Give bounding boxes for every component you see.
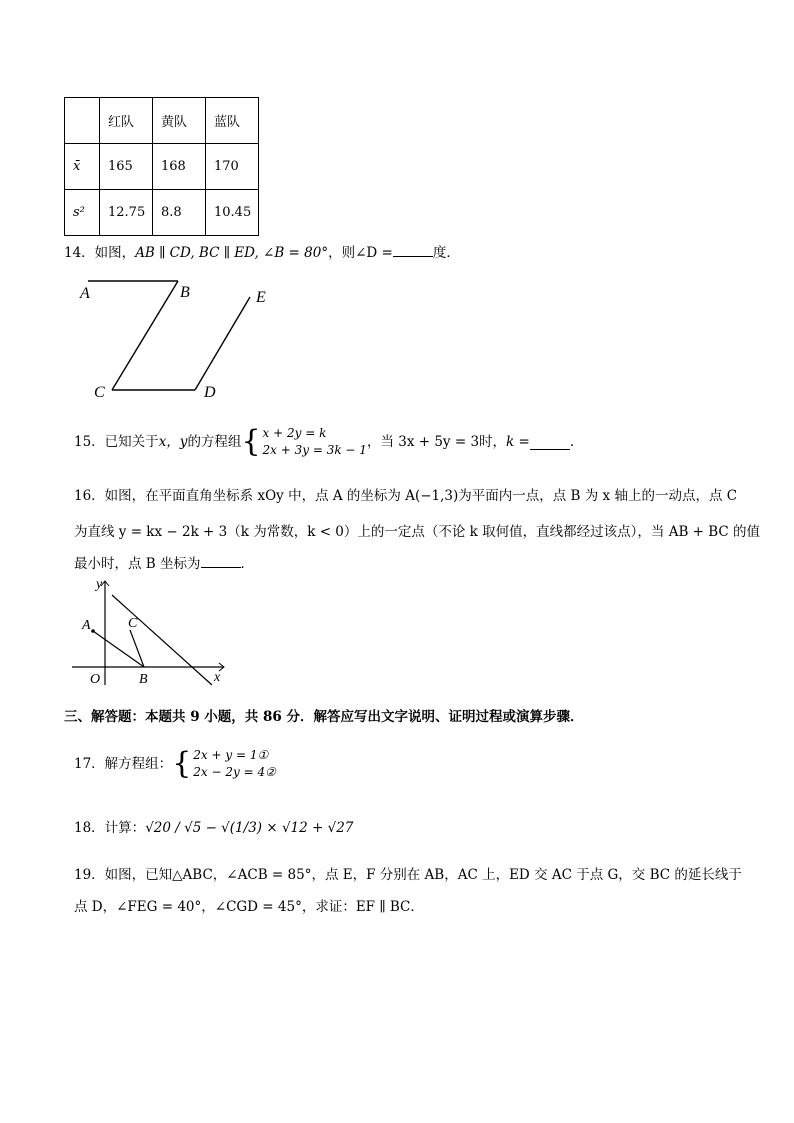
q14-number: 14．如图， [64,245,136,261]
q15-eq1: x + 2y = k [262,426,327,440]
brace-icon: { [172,746,192,781]
q15-vars: x，y [158,434,188,450]
q16-figure [72,575,232,690]
segment-ab [93,631,144,667]
q14-unit: 度． [432,245,460,261]
table-header-row [65,98,259,144]
label-x: x [214,670,221,685]
table-cell: 168 [153,144,206,190]
q15-prefix: 15．已知关于 [74,434,159,450]
q15-system [241,425,367,459]
label-d: D [204,384,216,401]
q14-condition: AB ∥ CD, BC ∥ ED, ∠B = 80° [135,245,329,261]
q19-line-1: 19．如图，已知△ABC，∠ACB = 85°，点 E，F 分别在 AB，AC 上，ED 交 AC 于点 G，交 BC 的延长线于 [74,867,742,883]
table-cell: 170 [206,144,259,190]
section-3-heading: 三、解答题：本题共 9 小题，共 86 分．解答应写出文字说明、证明过程或演算步骤． [64,709,584,725]
q14-figure [70,275,280,405]
question-15 [74,424,583,460]
table-row [65,144,259,190]
q16-line-3 [74,553,254,574]
table-header-cell: 红队 [100,98,153,144]
q17-eq2: 2x − 2y = 4② [193,765,276,779]
q15-mid: 的方程组 [187,434,242,450]
label-a: A [80,285,90,302]
label-c: C [128,616,138,631]
label-b: B [180,284,190,301]
segment-de [195,297,250,390]
label-a: A [82,618,91,633]
line-through-c [112,595,212,685]
q15-condition: ，当 3x + 5y = 3时， [366,434,507,450]
q17-prefix: 17．解方程组： [74,756,173,772]
row-label-mean: x̄ [65,144,100,190]
brace-icon: { [241,424,261,459]
label-c: C [94,384,105,401]
q16-line-2: 为直线 y = kx − 2k + 3（k 为常数，k < 0）上的一定点（不论 k 取何值，直线都经过该点），当 AB + BC 的值 [74,524,761,540]
table-cell: 10.45 [206,190,259,236]
q15-ask: k = [506,434,530,450]
q14-ask: ，则∠D = [328,245,393,261]
q16-end: ． [240,556,255,572]
q18-prefix: 18．计算： [74,820,146,836]
q16-answer-blank[interactable] [201,553,241,568]
label-e: E [256,289,266,306]
label-b: B [139,672,148,687]
q15-answer-blank[interactable] [530,435,570,450]
table-row [65,190,259,236]
q17-system [172,747,276,781]
table-cell: 8.8 [153,190,206,236]
table-header-cell: 蓝队 [206,98,259,144]
segment-bc [112,281,178,390]
table-header-cell: 黄队 [153,98,206,144]
label-y: y [96,577,103,592]
q16-line-3-text: 最小时，点 B 坐标为 [74,556,201,572]
q18-expression: √20 / √5 − √(1/3) × √12 + √27 [145,820,354,836]
question-14 [64,242,460,263]
point-a [91,629,95,633]
q19-line-2: 点 D，∠FEG = 40°，∠CGD = 45°，求证：EF ∥ BC． [74,899,424,915]
q16-line-1: 16．如图，在平面直角坐标系 xOy 中，点 A 的坐标为 A(−1,3)为平面内一点，点 B 为 x 轴上的一动点，点 C [74,488,738,504]
row-label-variance: s² [65,190,100,236]
q15-eq2: 2x + 3y = 3k − 1 [262,443,367,457]
q15-end: ． [569,434,584,450]
table-cell: 12.75 [100,190,153,236]
stats-table [64,97,259,236]
table-header-cell [65,98,100,144]
label-o: O [90,672,101,687]
question-17 [74,745,276,783]
question-18 [74,818,353,838]
q14-answer-blank[interactable] [393,242,433,257]
q17-eq1: 2x + y = 1① [193,748,269,762]
table-cell: 165 [100,144,153,190]
